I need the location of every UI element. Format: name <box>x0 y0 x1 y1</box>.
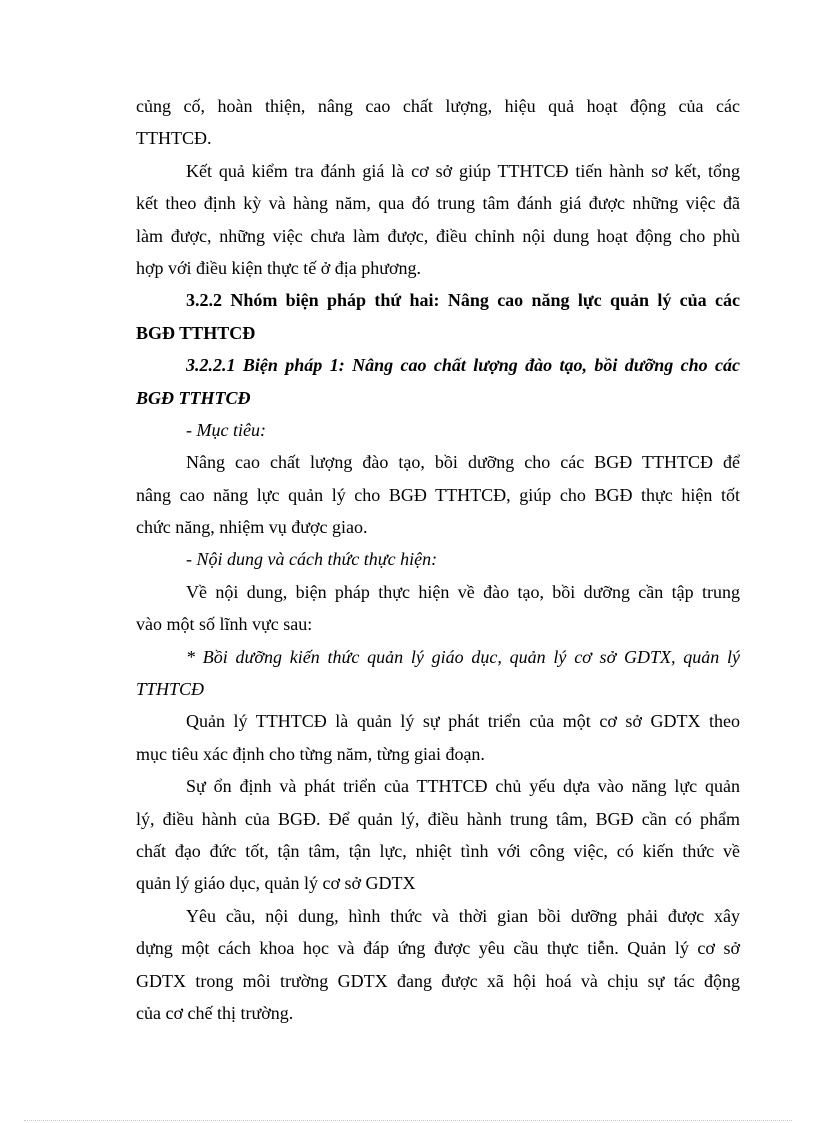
text-line: nâng cao năng lực quản lý cho BGĐ TTHTCĐ, giúp cho BGĐ thực hiện tốt <box>136 484 740 505</box>
content-method-label: - Nội dung và cách thức thực hiện: <box>186 549 438 570</box>
text-line: chất đạo đức tốt, tận tâm, tận lực, nhiệt tình với công việc, có kiến thức về <box>136 840 740 861</box>
text-line: chức năng, nhiệm vụ được giao. <box>136 517 368 538</box>
text-line: Quản lý TTHTCĐ là quản lý sự phát triển của một cơ sở GDTX theo <box>186 711 740 732</box>
text-line: quản lý giáo dục, quản lý cơ sở GDTX <box>136 873 416 894</box>
text-line: Kết quả kiểm tra đánh giá là cơ sở giúp TTHTCĐ tiến hành sơ kết, tổng <box>186 160 740 181</box>
text-line: mục tiêu xác định cho từng năm, từng giai đoạn. <box>136 743 485 764</box>
text-line: của cơ chế thị trường. <box>136 1002 294 1023</box>
text-line: GDTX trong môi trường GDTX đang được xã hội hoá và chịu sự tác động <box>136 970 740 991</box>
objective-label: - Mục tiêu: <box>186 419 266 440</box>
text-line: Yêu cầu, nội dung, hình thức và thời gian bồi dưỡng phải được xây <box>186 905 740 926</box>
bullet-heading: * Bồi dưỡng kiến thức quản lý giáo dục, quản lý cơ sở GDTX, quản lý <box>186 646 740 667</box>
text-line: củng cố, hoàn thiện, nâng cao chất lượng, hiệu quả hoạt động của các <box>136 96 740 116</box>
document-page <box>136 90 740 1029</box>
section-heading: 3.2.2 Nhóm biện pháp thứ hai: Nâng cao năng lực quản lý của các <box>186 290 740 311</box>
subsection-heading: 3.2.2.1 Biện pháp 1: Nâng cao chất lượng đào tạo, bồi dưỡng cho các <box>186 355 740 376</box>
text-line: Nâng cao chất lượng đào tạo, bồi dưỡng cho các BGĐ TTHTCĐ để <box>186 452 740 473</box>
text-line: lý, điều hành của BGĐ. Để quản lý, điều hành trung tâm, BGĐ cần có phẩm <box>136 808 740 829</box>
text-line: làm được, những việc chưa làm được, điều chỉnh nội dung hoạt động cho phù <box>136 225 740 246</box>
text-line: kết theo định kỳ và hàng năm, qua đó trung tâm đánh giá được những việc đã <box>136 193 740 214</box>
section-heading-continued: BGĐ TTHTCĐ <box>136 322 256 343</box>
text-line: hợp với điều kiện thực tế ở địa phương. <box>136 257 422 278</box>
text-line: dựng một cách khoa học và đáp ứng được yêu cầu thực tiễn. Quản lý cơ sở <box>136 938 740 959</box>
text-line: Về nội dung, biện pháp thực hiện về đào tạo, bồi dưỡng cần tập trung <box>186 581 740 602</box>
bullet-heading-continued: TTHTCĐ <box>136 679 205 700</box>
text-line: TTHTCĐ. <box>136 128 212 149</box>
text-line: Sự ổn định và phát triển của TTHTCĐ chủ yếu dựa vào năng lực quản <box>186 776 740 797</box>
text-line: vào một số lĩnh vực sau: <box>136 614 313 635</box>
page-bottom-divider <box>24 1120 792 1121</box>
subsection-heading-continued: BGĐ TTHTCĐ <box>136 387 251 408</box>
